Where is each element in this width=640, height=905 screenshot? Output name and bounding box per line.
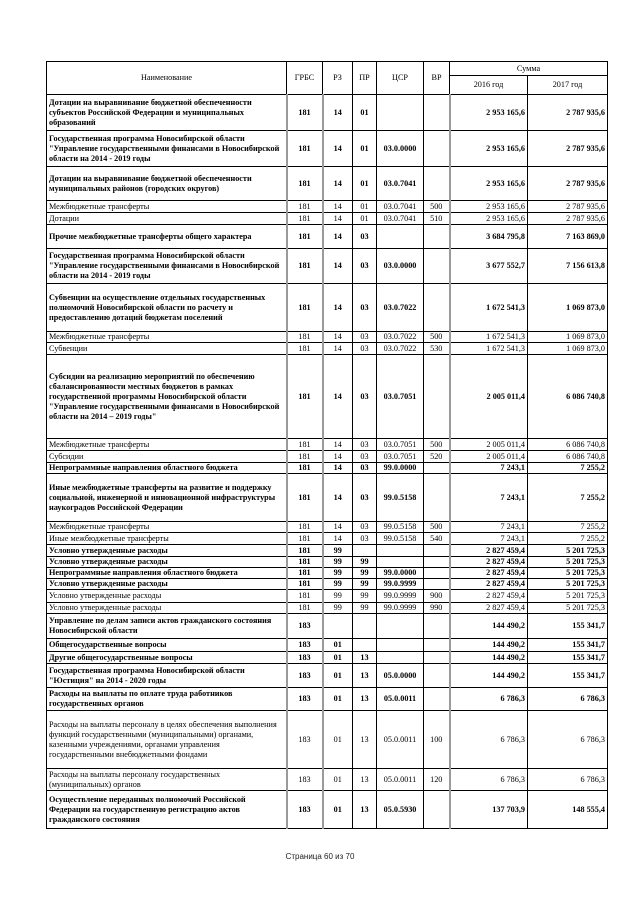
cell-2017: 6 786,3 xyxy=(528,711,608,769)
cell-grbs: 183 xyxy=(287,711,323,769)
cell-rz: 14 xyxy=(323,332,353,343)
table-row xyxy=(47,545,608,557)
cell-pr: 99 xyxy=(353,568,377,579)
cell-pr: 03 xyxy=(353,343,377,355)
cell-rz: 99 xyxy=(323,568,353,579)
cell-csr: 03.0.7022 xyxy=(377,284,424,332)
table-row xyxy=(47,284,608,332)
cell-csr: 05.0.0011 xyxy=(377,688,424,711)
cell-grbs: 181 xyxy=(287,522,323,533)
cell-rz: 01 xyxy=(323,639,353,652)
table-header xyxy=(47,62,608,95)
cell-vr xyxy=(424,131,450,167)
table-row xyxy=(47,711,608,769)
header-rz: РЗ xyxy=(323,62,353,95)
table-row xyxy=(47,95,608,131)
cell-csr: 03.0.7041 xyxy=(377,167,424,201)
cell-rz: 14 xyxy=(323,95,353,131)
cell-csr: 03.0.0000 xyxy=(377,131,424,167)
cell-csr xyxy=(377,557,424,568)
cell-vr: 900 xyxy=(424,590,450,603)
cell-rz: 01 xyxy=(323,769,353,791)
cell-name: Управление по делам записи актов гражданского состояния Новосибирской области xyxy=(47,614,287,639)
table-row xyxy=(47,603,608,614)
table-row xyxy=(47,688,608,711)
cell-vr: 500 xyxy=(424,439,450,451)
cell-name: Осуществление переданных полномочий Российской Федерации на государственную регистрацию актов гражданского состояния xyxy=(47,791,287,829)
cell-pr: 13 xyxy=(353,688,377,711)
cell-vr: 520 xyxy=(424,451,450,463)
cell-2016: 2 827 459,4 xyxy=(450,590,528,603)
table-body xyxy=(47,95,608,829)
cell-csr: 05.0.0011 xyxy=(377,711,424,769)
table-row xyxy=(47,652,608,664)
cell-pr: 01 xyxy=(353,213,377,225)
cell-vr: 530 xyxy=(424,343,450,355)
cell-csr: 99.0.5158 xyxy=(377,533,424,545)
cell-csr xyxy=(377,225,424,249)
cell-vr xyxy=(424,639,450,652)
cell-name: Дотации на выравнивание бюджетной обеспеченности субъектов Российской Федерации и муниципальных образований xyxy=(47,95,287,131)
cell-csr: 99.0.0000 xyxy=(377,568,424,579)
cell-2017: 2 787 935,6 xyxy=(528,131,608,167)
table-row xyxy=(47,355,608,439)
cell-csr: 03.0.7051 xyxy=(377,355,424,439)
cell-vr xyxy=(424,225,450,249)
cell-2017: 7 156 613,8 xyxy=(528,249,608,284)
table-row xyxy=(47,343,608,355)
cell-vr xyxy=(424,284,450,332)
cell-grbs: 181 xyxy=(287,579,323,590)
cell-2016: 7 243,1 xyxy=(450,533,528,545)
cell-2017: 2 787 935,6 xyxy=(528,95,608,131)
cell-name: Условно утвержденные расходы xyxy=(47,579,287,590)
cell-2016: 144 490,2 xyxy=(450,614,528,639)
cell-2017: 2 787 935,6 xyxy=(528,213,608,225)
cell-grbs: 183 xyxy=(287,664,323,688)
cell-rz: 99 xyxy=(323,590,353,603)
cell-pr: 99 xyxy=(353,603,377,614)
cell-csr: 05.0.0000 xyxy=(377,664,424,688)
table-row xyxy=(47,614,608,639)
table-row xyxy=(47,249,608,284)
cell-vr xyxy=(424,664,450,688)
cell-csr: 05.0.5930 xyxy=(377,791,424,829)
cell-grbs: 181 xyxy=(287,451,323,463)
cell-grbs: 181 xyxy=(287,545,323,557)
cell-pr: 01 xyxy=(353,167,377,201)
cell-2016: 2 827 459,4 xyxy=(450,557,528,568)
cell-name: Межбюджетные трансферты xyxy=(47,201,287,213)
cell-name: Расходы на выплаты персоналу государственных (муниципальных) органов xyxy=(47,769,287,791)
table-row xyxy=(47,439,608,451)
header-grbs: ГРБС xyxy=(287,62,323,95)
cell-pr: 03 xyxy=(353,284,377,332)
cell-csr xyxy=(377,614,424,639)
cell-grbs: 181 xyxy=(287,225,323,249)
cell-pr: 01 xyxy=(353,95,377,131)
cell-grbs: 181 xyxy=(287,249,323,284)
cell-pr: 03 xyxy=(353,332,377,343)
cell-2016: 2 005 011,4 xyxy=(450,439,528,451)
table-row xyxy=(47,167,608,201)
table-row xyxy=(47,451,608,463)
cell-name: Условно утвержденные расходы xyxy=(47,603,287,614)
cell-rz: 14 xyxy=(323,225,353,249)
cell-vr xyxy=(424,355,450,439)
cell-pr xyxy=(353,639,377,652)
cell-name: Субвенции xyxy=(47,343,287,355)
cell-csr: 03.0.7041 xyxy=(377,213,424,225)
header-pr: ПР xyxy=(353,62,377,95)
cell-rz: 14 xyxy=(323,213,353,225)
cell-vr: 500 xyxy=(424,332,450,343)
cell-pr: 13 xyxy=(353,652,377,664)
cell-rz: 01 xyxy=(323,688,353,711)
cell-2017: 5 201 725,3 xyxy=(528,603,608,614)
cell-pr: 13 xyxy=(353,664,377,688)
cell-2017: 7 255,2 xyxy=(528,474,608,522)
cell-vr: 500 xyxy=(424,201,450,213)
cell-grbs: 181 xyxy=(287,568,323,579)
cell-grbs: 181 xyxy=(287,332,323,343)
cell-rz: 14 xyxy=(323,167,353,201)
cell-name: Расходы на выплаты персоналу в целях обеспечения выполнения функций государственными (муниципальными) органами, казенными учреждениями, органами управления государственными внебюджетными фондами xyxy=(47,711,287,769)
cell-name: Дотации xyxy=(47,213,287,225)
cell-rz: 14 xyxy=(323,463,353,474)
table-row xyxy=(47,225,608,249)
cell-rz: 14 xyxy=(323,249,353,284)
cell-vr xyxy=(424,463,450,474)
cell-name: Субсидии xyxy=(47,451,287,463)
cell-rz: 01 xyxy=(323,791,353,829)
cell-csr: 99.0.9999 xyxy=(377,579,424,590)
cell-grbs: 183 xyxy=(287,688,323,711)
cell-grbs: 183 xyxy=(287,614,323,639)
cell-rz: 99 xyxy=(323,603,353,614)
cell-name: Условно утвержденные расходы xyxy=(47,590,287,603)
cell-csr: 03.0.0000 xyxy=(377,249,424,284)
cell-2017: 155 341,7 xyxy=(528,639,608,652)
cell-vr: 990 xyxy=(424,603,450,614)
table-row xyxy=(47,522,608,533)
cell-pr: 13 xyxy=(353,711,377,769)
cell-2016: 2 827 459,4 xyxy=(450,545,528,557)
cell-2016: 2 953 165,6 xyxy=(450,213,528,225)
header-2016: 2016 год xyxy=(450,76,528,95)
cell-pr: 03 xyxy=(353,451,377,463)
header-sum: Сумма xyxy=(450,62,608,76)
cell-2017: 2 787 935,6 xyxy=(528,167,608,201)
cell-vr xyxy=(424,557,450,568)
cell-pr: 01 xyxy=(353,131,377,167)
header-csr: ЦСР xyxy=(377,62,424,95)
cell-vr xyxy=(424,249,450,284)
cell-csr: 99.0.5158 xyxy=(377,474,424,522)
cell-name: Другие общегосударственные вопросы xyxy=(47,652,287,664)
cell-2017: 6 086 740,8 xyxy=(528,451,608,463)
table-row xyxy=(47,791,608,829)
cell-grbs: 181 xyxy=(287,533,323,545)
cell-2016: 1 672 541,3 xyxy=(450,284,528,332)
cell-2016: 7 243,1 xyxy=(450,474,528,522)
table-row xyxy=(47,131,608,167)
cell-pr: 13 xyxy=(353,791,377,829)
cell-2016: 1 672 541,3 xyxy=(450,343,528,355)
cell-pr: 03 xyxy=(353,355,377,439)
cell-pr: 03 xyxy=(353,533,377,545)
cell-pr: 03 xyxy=(353,249,377,284)
cell-vr: 540 xyxy=(424,533,450,545)
cell-2016: 1 672 541,3 xyxy=(450,332,528,343)
cell-vr: 100 xyxy=(424,711,450,769)
cell-vr: 500 xyxy=(424,522,450,533)
cell-pr: 99 xyxy=(353,557,377,568)
cell-2016: 3 684 795,8 xyxy=(450,225,528,249)
cell-2017: 1 069 873,0 xyxy=(528,343,608,355)
cell-csr: 03.0.7051 xyxy=(377,451,424,463)
cell-name: Непрограммные направления областного бюджета xyxy=(47,463,287,474)
cell-vr xyxy=(424,791,450,829)
cell-2017: 5 201 725,3 xyxy=(528,590,608,603)
cell-2017: 1 069 873,0 xyxy=(528,332,608,343)
cell-2016: 2 953 165,6 xyxy=(450,201,528,213)
cell-vr xyxy=(424,95,450,131)
cell-name: Субсидии на реализацию мероприятий по обеспечению сбалансированности местных бюджетов в рамках государственной программы Новосибирской области "Управление государственными финансами в Новосибирской области на 2014 – 2019 годы" xyxy=(47,355,287,439)
cell-2017: 6 086 740,8 xyxy=(528,439,608,451)
cell-grbs: 181 xyxy=(287,167,323,201)
header-name: Наименование xyxy=(47,62,287,95)
cell-csr: 99.0.5158 xyxy=(377,522,424,533)
cell-name: Условно утвержденные расходы xyxy=(47,545,287,557)
table-row xyxy=(47,769,608,791)
cell-grbs: 181 xyxy=(287,131,323,167)
cell-csr xyxy=(377,545,424,557)
cell-2016: 144 490,2 xyxy=(450,664,528,688)
table-row xyxy=(47,213,608,225)
cell-pr: 03 xyxy=(353,474,377,522)
cell-2016: 2 827 459,4 xyxy=(450,568,528,579)
cell-name: Государственная программа Новосибирской области "Управление государственными финансами в Новосибирской области на 2014 - 2019 годы xyxy=(47,131,287,167)
cell-pr: 99 xyxy=(353,590,377,603)
cell-2016: 2 953 165,6 xyxy=(450,167,528,201)
table-row xyxy=(47,557,608,568)
cell-2017: 155 341,7 xyxy=(528,652,608,664)
cell-2017: 7 255,2 xyxy=(528,522,608,533)
cell-grbs: 183 xyxy=(287,791,323,829)
cell-2017: 5 201 725,3 xyxy=(528,545,608,557)
cell-name: Межбюджетные трансферты xyxy=(47,332,287,343)
cell-vr xyxy=(424,474,450,522)
cell-grbs: 183 xyxy=(287,639,323,652)
cell-grbs: 181 xyxy=(287,474,323,522)
cell-2016: 144 490,2 xyxy=(450,639,528,652)
cell-name: Государственная программа Новосибирской области "Управление государственными финансами в Новосибирской области на 2014 - 2019 годы xyxy=(47,249,287,284)
cell-rz: 14 xyxy=(323,533,353,545)
cell-vr xyxy=(424,579,450,590)
cell-2016: 2 953 165,6 xyxy=(450,131,528,167)
cell-rz: 14 xyxy=(323,343,353,355)
table-row xyxy=(47,533,608,545)
cell-rz: 99 xyxy=(323,579,353,590)
cell-2016: 6 786,3 xyxy=(450,769,528,791)
cell-name: Субвенции на осуществление отдельных государственных полномочий Новосибирской области по расчету и предоставлению дотаций бюджетам поселений xyxy=(47,284,287,332)
cell-2017: 5 201 725,3 xyxy=(528,568,608,579)
cell-rz: 01 xyxy=(323,664,353,688)
cell-grbs: 181 xyxy=(287,557,323,568)
cell-rz: 14 xyxy=(323,355,353,439)
cell-csr: 99.0.9999 xyxy=(377,590,424,603)
table-row xyxy=(47,332,608,343)
cell-vr: 510 xyxy=(424,213,450,225)
cell-2017: 5 201 725,3 xyxy=(528,579,608,590)
cell-rz: 99 xyxy=(323,557,353,568)
cell-2017: 155 341,7 xyxy=(528,664,608,688)
cell-2017: 5 201 725,3 xyxy=(528,557,608,568)
cell-2017: 1 069 873,0 xyxy=(528,284,608,332)
cell-grbs: 181 xyxy=(287,439,323,451)
cell-rz: 14 xyxy=(323,284,353,332)
cell-2017: 7 255,2 xyxy=(528,463,608,474)
cell-csr: 99.0.9999 xyxy=(377,603,424,614)
cell-rz: 99 xyxy=(323,545,353,557)
cell-2016: 7 243,1 xyxy=(450,463,528,474)
cell-rz: 14 xyxy=(323,474,353,522)
cell-grbs: 181 xyxy=(287,603,323,614)
cell-rz: 14 xyxy=(323,439,353,451)
table-row xyxy=(47,474,608,522)
budget-table xyxy=(46,61,608,829)
cell-2017: 7 163 869,0 xyxy=(528,225,608,249)
cell-pr: 01 xyxy=(353,201,377,213)
cell-2017: 2 787 935,6 xyxy=(528,201,608,213)
cell-2016: 137 703,9 xyxy=(450,791,528,829)
cell-2016: 2 005 011,4 xyxy=(450,355,528,439)
cell-rz: 14 xyxy=(323,131,353,167)
header-vr: ВР xyxy=(424,62,450,95)
cell-csr: 03.0.7051 xyxy=(377,439,424,451)
cell-name: Общегосударственные вопросы xyxy=(47,639,287,652)
cell-pr: 13 xyxy=(353,769,377,791)
cell-grbs: 181 xyxy=(287,95,323,131)
cell-2016: 2 953 165,6 xyxy=(450,95,528,131)
cell-name: Иные межбюджетные трансферты на развитие и поддержку социальной, инженерной и инновационной инфраструктуры наукоградов Российской Федерации xyxy=(47,474,287,522)
cell-rz xyxy=(323,614,353,639)
cell-vr xyxy=(424,568,450,579)
cell-2017: 6 786,3 xyxy=(528,688,608,711)
cell-name: Иные межбюджетные трансферты xyxy=(47,533,287,545)
cell-vr: 120 xyxy=(424,769,450,791)
cell-2017: 7 255,2 xyxy=(528,533,608,545)
cell-vr xyxy=(424,545,450,557)
cell-grbs: 181 xyxy=(287,590,323,603)
cell-rz: 14 xyxy=(323,201,353,213)
cell-vr xyxy=(424,652,450,664)
cell-2016: 144 490,2 xyxy=(450,652,528,664)
cell-grbs: 181 xyxy=(287,463,323,474)
cell-pr xyxy=(353,545,377,557)
cell-2017: 155 341,7 xyxy=(528,614,608,639)
table-row xyxy=(47,664,608,688)
cell-name: Государственная программа Новосибирской области "Юстиция" на 2014 - 2020 годы xyxy=(47,664,287,688)
cell-csr: 99.0.0000 xyxy=(377,463,424,474)
cell-2016: 2 827 459,4 xyxy=(450,579,528,590)
cell-2016: 7 243,1 xyxy=(450,522,528,533)
cell-name: Непрограммные направления областного бюджета xyxy=(47,568,287,579)
table-row xyxy=(47,639,608,652)
cell-2017: 148 555,4 xyxy=(528,791,608,829)
cell-csr: 05.0.0011 xyxy=(377,769,424,791)
cell-csr: 03.0.7041 xyxy=(377,201,424,213)
cell-grbs: 183 xyxy=(287,652,323,664)
cell-name: Межбюджетные трансферты xyxy=(47,522,287,533)
table-row xyxy=(47,463,608,474)
cell-2016: 2 827 459,4 xyxy=(450,603,528,614)
cell-pr: 03 xyxy=(353,522,377,533)
cell-pr: 99 xyxy=(353,579,377,590)
cell-csr xyxy=(377,639,424,652)
cell-grbs: 181 xyxy=(287,201,323,213)
table-row xyxy=(47,201,608,213)
cell-pr: 03 xyxy=(353,463,377,474)
table-row xyxy=(47,579,608,590)
cell-name: Межбюджетные трансферты xyxy=(47,439,287,451)
cell-vr xyxy=(424,688,450,711)
cell-pr: 03 xyxy=(353,225,377,249)
table-row xyxy=(47,590,608,603)
cell-name: Дотации на выравнивание бюджетной обеспеченности муниципальных районов (городских округов) xyxy=(47,167,287,201)
cell-vr xyxy=(424,614,450,639)
cell-grbs: 181 xyxy=(287,355,323,439)
cell-rz: 14 xyxy=(323,451,353,463)
cell-pr: 03 xyxy=(353,439,377,451)
cell-csr xyxy=(377,652,424,664)
cell-grbs: 183 xyxy=(287,769,323,791)
cell-2016: 3 677 552,7 xyxy=(450,249,528,284)
cell-2016: 6 786,3 xyxy=(450,688,528,711)
cell-grbs: 181 xyxy=(287,343,323,355)
header-2017: 2017 год xyxy=(528,76,608,95)
cell-2016: 6 786,3 xyxy=(450,711,528,769)
cell-csr: 03.0.7022 xyxy=(377,343,424,355)
cell-pr xyxy=(353,614,377,639)
cell-grbs: 181 xyxy=(287,213,323,225)
cell-csr xyxy=(377,95,424,131)
cell-name: Расходы на выплаты по оплате труда работников государственных органов xyxy=(47,688,287,711)
page-number: Страница 60 из 70 xyxy=(285,852,355,861)
cell-csr: 03.0.7022 xyxy=(377,332,424,343)
cell-rz: 01 xyxy=(323,711,353,769)
cell-2016: 2 005 011,4 xyxy=(450,451,528,463)
table-row xyxy=(47,568,608,579)
cell-name: Условно утвержденные расходы xyxy=(47,557,287,568)
cell-vr xyxy=(424,167,450,201)
cell-rz: 01 xyxy=(323,652,353,664)
cell-2017: 6 786,3 xyxy=(528,769,608,791)
cell-rz: 14 xyxy=(323,522,353,533)
cell-grbs: 181 xyxy=(287,284,323,332)
cell-name: Прочие межбюджетные трансферты общего характера xyxy=(47,225,287,249)
cell-2017: 6 086 740,8 xyxy=(528,355,608,439)
